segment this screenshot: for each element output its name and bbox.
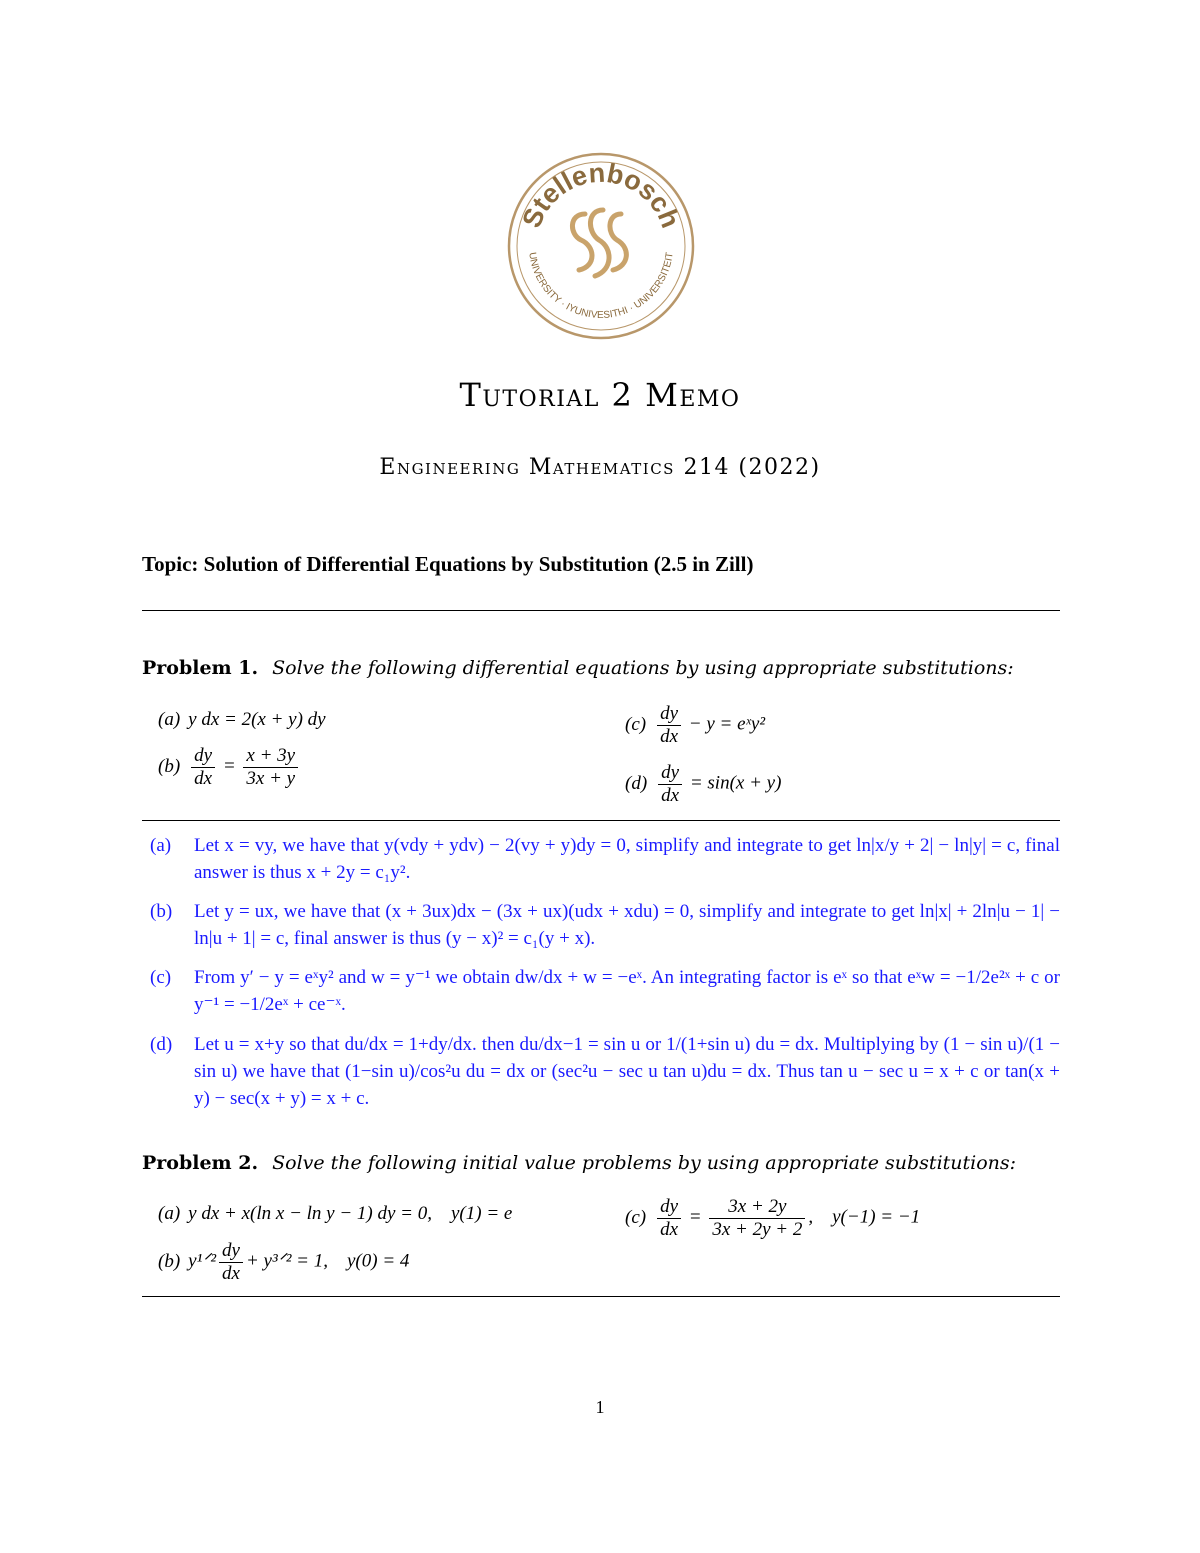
- fraction-rhs: $\frac{x + 3y}{3x + y}$: [243, 745, 298, 790]
- logo-name: Stellenbosch: [516, 157, 686, 232]
- solution-label: (a): [150, 835, 172, 856]
- university-logo: [507, 152, 695, 340]
- fraction-dy-dx: $\frac{dy}{dx}$: [658, 762, 682, 807]
- problem2-statement: Solve the following initial value problems by using appropriate substitutions:: [272, 1152, 1017, 1174]
- solution-c: [150, 964, 1060, 1018]
- problem1-statement: Solve the following differential equations by using appropriate substitutions:: [272, 657, 1014, 679]
- fraction-rhs: $\frac{3x + 2y}{3x + 2y + 2}$: [709, 1196, 805, 1241]
- part-label: (d): [625, 772, 648, 794]
- equation-rest: − y = eˣy²: [688, 713, 766, 735]
- problem2-label: Problem 2.: [142, 1152, 259, 1174]
- problem1-part-b: [158, 745, 301, 790]
- problem2-part-b: [158, 1240, 409, 1285]
- part-label: (c): [625, 713, 647, 735]
- equation-prefix: y¹ᐟ²: [188, 1250, 217, 1272]
- problem1-heading: [142, 657, 1014, 679]
- logo-emblem: [572, 210, 626, 276]
- solution-d: [150, 1031, 1060, 1112]
- fraction-dy-dx: $\frac{dy}{dx}$: [657, 1196, 681, 1241]
- equation-rest: + y³ᐟ² = 1, y(0) = 4: [245, 1250, 410, 1272]
- part-label: (a): [158, 1203, 181, 1224]
- equation: y dx = 2(x + y) dy: [188, 709, 326, 730]
- equation: y dx + x(ln x − ln y − 1) dy = 0, y(1) = e: [188, 1203, 513, 1224]
- problem2-part-c: [625, 1196, 920, 1241]
- part-label: (a): [158, 709, 181, 730]
- problem2-part-a: [158, 1203, 512, 1225]
- solution-a: [150, 832, 1060, 886]
- divider-bottom: [142, 1296, 1060, 1297]
- solution-text: Let x = vy, we have that y(vdy + ydv) − 2(vy + y)dy = 0, simplify and integrate to get ln|x/y + 2| − ln|y| = c, final answer is thus x + 2y = c₁y².: [194, 835, 1060, 883]
- equals-sign: =: [688, 1206, 702, 1228]
- problem1-part-d: [625, 762, 781, 807]
- solution-label: (b): [150, 901, 173, 922]
- logo-ring-text: UNIVERSITY · IYUNIVESITHI · UNIVERSITEIT: [526, 251, 676, 322]
- solution-text: From y′ − y = eˣy² and w = y⁻¹ we obtain dw/dx + w = −eˣ. An integrating factor is eˣ so that eˣw = −1/2e²ˣ + c or y⁻¹ = −1/2eˣ + ce⁻ˣ.: [194, 967, 1060, 1015]
- fraction-dy-dx: $\frac{dy}{dx}$: [657, 703, 681, 748]
- solution-label: (d): [150, 1034, 173, 1055]
- equals-sign: =: [222, 755, 236, 777]
- solution-b: [150, 898, 1060, 952]
- topic-heading: Topic: Solution of Differential Equations by Substitution (2.5 in Zill): [142, 552, 754, 576]
- solution-text: Let y = ux, we have that (x + 3ux)dx − (3x + ux)(udx + xdu) = 0, simplify and integrate to get ln|x| + 2ln|u − 1| − ln|u + 1| = c, final answer is thus (y − x)² = c₁(y + x).: [194, 901, 1060, 949]
- page-subtitle: Engineering Mathematics 214 (2022): [379, 455, 821, 480]
- part-label: (b): [158, 1250, 181, 1272]
- equation-rest: , y(−1) = −1: [808, 1206, 921, 1228]
- fraction-dy-dx: $\frac{dy}{dx}$: [219, 1240, 243, 1285]
- problem2-heading: [142, 1152, 1016, 1174]
- divider-top: [142, 610, 1060, 611]
- equation-rest: = sin(x + y): [689, 772, 782, 794]
- page-number: 1: [595, 1397, 605, 1417]
- fraction-dy-dx: $\frac{dy}{dx}$: [191, 745, 215, 790]
- divider-problem1: [142, 820, 1060, 821]
- problem1-label: Problem 1.: [142, 657, 259, 679]
- solution-text: Let u = x+y so that du/dx = 1+dy/dx. then du/dx−1 = sin u or 1/(1+sin u) du = dx. Multiplying by (1 − sin u)/(1 − sin u) we have that (1−sin u)/cos²u du = dx or (sec²u − sec u tan u)du = dx. Thus tan u − sec u = x + c or tan(x + y) − sec(x + y) = x + c.: [194, 1034, 1060, 1109]
- page-title: Tutorial 2 Memo: [459, 376, 741, 414]
- problem1-part-c: [625, 703, 765, 748]
- part-label: (c): [625, 1206, 647, 1228]
- problem1-part-a: [158, 709, 326, 731]
- part-label: (b): [158, 755, 181, 777]
- solution-label: (c): [150, 967, 172, 988]
